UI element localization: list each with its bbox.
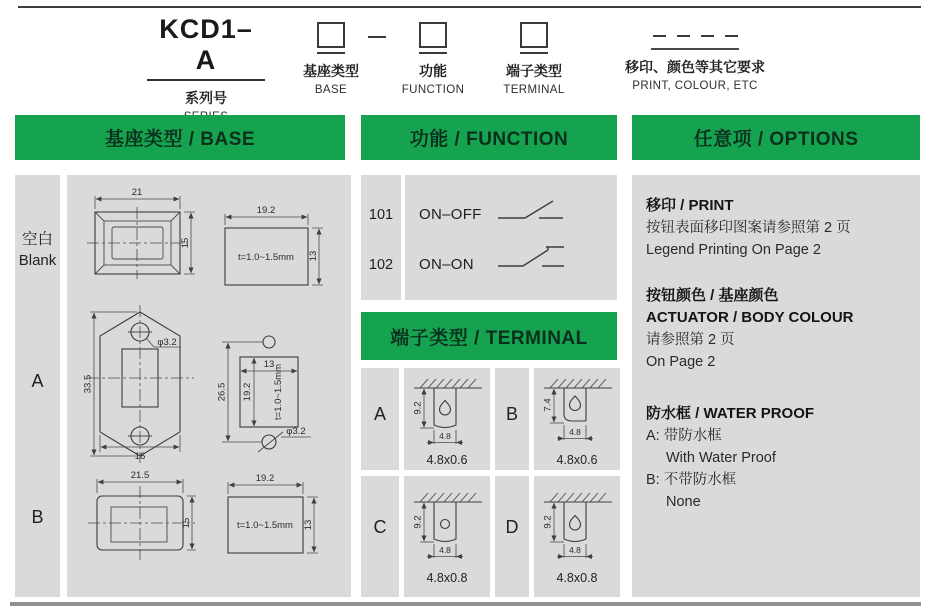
terminal-label-d: D: [495, 476, 529, 597]
function-code-column: [391, 22, 475, 96]
function-label-en: FUNCTION: [401, 84, 465, 96]
function-code-underline: [419, 52, 447, 54]
options-waterproof-b-en: None: [666, 494, 701, 510]
base-drawings: [67, 175, 351, 597]
code-separator-dash: [368, 36, 386, 38]
terminal-caption-b: 4.8x0.6: [556, 453, 598, 467]
series-column: [147, 14, 265, 123]
base-b-cutout-drawing: [228, 473, 318, 553]
dim-label: 9.2: [412, 515, 424, 529]
base-code-underline: [317, 52, 345, 54]
base-label-zh: 基座类型: [303, 63, 359, 79]
dim-label: 9.2: [542, 515, 554, 529]
teardrop-hole: [440, 401, 451, 416]
options-dashes: [610, 35, 780, 37]
options-label-zh: 移印、颜色等其它要求: [625, 59, 765, 75]
terminal-d-icon: [534, 476, 620, 578]
options-colour-title-en: ACTUATOR / BODY COLOUR: [646, 309, 854, 326]
dim-label: 7.4: [542, 398, 554, 412]
thickness-label: t=1.0~1.5mm: [273, 364, 284, 420]
dim-label: 21.5: [130, 470, 150, 481]
terminal-label-b: B: [495, 368, 529, 470]
terminal-code-column: [492, 22, 576, 96]
section-title-function: 功能 / FUNCTION: [361, 115, 617, 160]
hatch-lines: [550, 379, 606, 388]
options-code-column: [610, 20, 780, 92]
switch-symbol-on-on-icon: [495, 239, 567, 273]
terminal-drawing-d: [534, 476, 620, 597]
options-label-en: PRINT, COLOUR, ETC: [632, 80, 758, 92]
base-label-column: [15, 175, 60, 597]
terminal-code-box: [520, 22, 548, 48]
options-print-line-zh: 按钮表面移印图案请参照第 2 页: [646, 220, 851, 236]
dim-label: 16: [134, 451, 146, 462]
base-row-label-b: B: [31, 507, 44, 527]
dim-label: 4.8: [439, 431, 451, 441]
dim-label: 13: [303, 519, 314, 531]
dim-label: 15: [181, 517, 192, 529]
bottom-rule: [10, 602, 921, 606]
options-waterproof-title: 防水框 / WATER PROOF: [646, 405, 815, 422]
dash-icon: [725, 35, 738, 37]
terminal-caption-d: 4.8x0.8: [556, 571, 598, 585]
function-code-column-panel: [361, 175, 401, 300]
dim-label: 19.2: [256, 205, 276, 216]
dim-label: 19.2: [242, 382, 253, 402]
dash-icon: [701, 35, 714, 37]
terminal-code-underline: [520, 52, 548, 54]
terminal-a-icon: [404, 368, 490, 456]
section-title-options: 任意项 / OPTIONS: [632, 115, 920, 160]
base-blank-front-drawing: [87, 187, 195, 279]
top-rule: [18, 6, 921, 8]
base-a-front-drawing: [83, 305, 195, 463]
function-code-101: 101: [368, 207, 394, 223]
dim-label: 4.8: [439, 545, 451, 555]
terminal-c-icon: [404, 476, 490, 578]
base-b-front-drawing: [88, 470, 196, 560]
terminal-drawing-c: [404, 476, 490, 597]
terminal-caption-c: 4.8x0.8: [426, 571, 468, 585]
dim-label: 4.8: [569, 427, 581, 437]
base-drawings-panel: [67, 175, 351, 597]
function-label-zh: 功能: [419, 63, 447, 79]
options-underline: [651, 48, 739, 50]
base-code-column: [289, 22, 373, 96]
terminal-label-en: TERMINAL: [503, 84, 565, 96]
dash-icon: [653, 35, 666, 37]
dim-label: 26.5: [216, 382, 228, 402]
options-print-line-en: Legend Printing On Page 2: [646, 242, 821, 258]
options-waterproof-b-zh: B: 不带防水框: [646, 472, 737, 488]
teardrop-hole: [570, 516, 581, 531]
function-code-box: [419, 22, 447, 48]
options-colour-line-zh: 请参照第 2 页: [646, 332, 735, 348]
base-row-label-blank: 空白 Blank: [18, 231, 57, 269]
hole-dim-label: φ3.2: [286, 426, 306, 437]
base-blank-cutout-drawing: [225, 205, 323, 285]
section-title-terminal: 端子类型 / TERMINAL: [361, 312, 617, 360]
options-colour-line-en: On Page 2: [646, 354, 716, 370]
teardrop-hole: [570, 396, 581, 411]
base-label-en: BASE: [314, 84, 348, 96]
dim-label: 33.5: [82, 374, 94, 394]
dash-icon: [677, 35, 690, 37]
dim-label: 19.2: [255, 473, 275, 484]
dim-label: 4.8: [569, 545, 581, 555]
terminal-drawing-a: [404, 368, 490, 470]
round-hole: [441, 520, 450, 529]
function-label-on-off: ON–OFF: [419, 206, 482, 223]
function-label-on-on: ON–ON: [419, 256, 474, 273]
function-panel: [405, 175, 617, 300]
thickness-label: t=1.0~1.5mm: [237, 520, 293, 531]
terminal-caption-a: 4.8x0.6: [426, 453, 468, 467]
options-waterproof-a-zh: A: 带防水框: [646, 428, 722, 444]
terminal-label-c: C: [361, 476, 399, 597]
dim-label: 9.2: [412, 401, 424, 415]
dim-label: 15: [180, 237, 191, 249]
options-text: [646, 195, 910, 513]
base-row-label-a: A: [31, 371, 44, 391]
dim-label: 13: [308, 250, 319, 262]
options-print-title: 移印 / PRINT: [646, 197, 734, 214]
terminal-label-zh: 端子类型: [506, 63, 562, 79]
options-colour-title-zh: 按钮颜色 / 基座颜色: [646, 287, 779, 304]
options-waterproof-a-en: With Water Proof: [666, 450, 776, 466]
hole-dim-label: φ3.2: [157, 337, 177, 348]
hatch-lines: [420, 379, 476, 388]
base-a-cutout-drawing: [217, 336, 312, 452]
switch-symbol-on-off-icon: [495, 195, 567, 225]
dim-label: 21: [131, 187, 143, 198]
thickness-label: t=1.0~1.5mm: [238, 252, 294, 263]
hatch-lines: [420, 493, 476, 502]
series-code: KCD1–A: [147, 14, 265, 81]
terminal-b-icon: [534, 368, 620, 456]
dim-label: 13: [263, 359, 275, 370]
series-label-zh: 系列号: [185, 90, 227, 106]
base-code-box: [317, 22, 345, 48]
hatch-lines: [550, 493, 606, 502]
section-title-base: 基座类型 / BASE: [15, 115, 345, 160]
function-code-102: 102: [368, 257, 394, 273]
terminal-drawing-b: [534, 368, 620, 470]
terminal-label-a: A: [361, 368, 399, 470]
